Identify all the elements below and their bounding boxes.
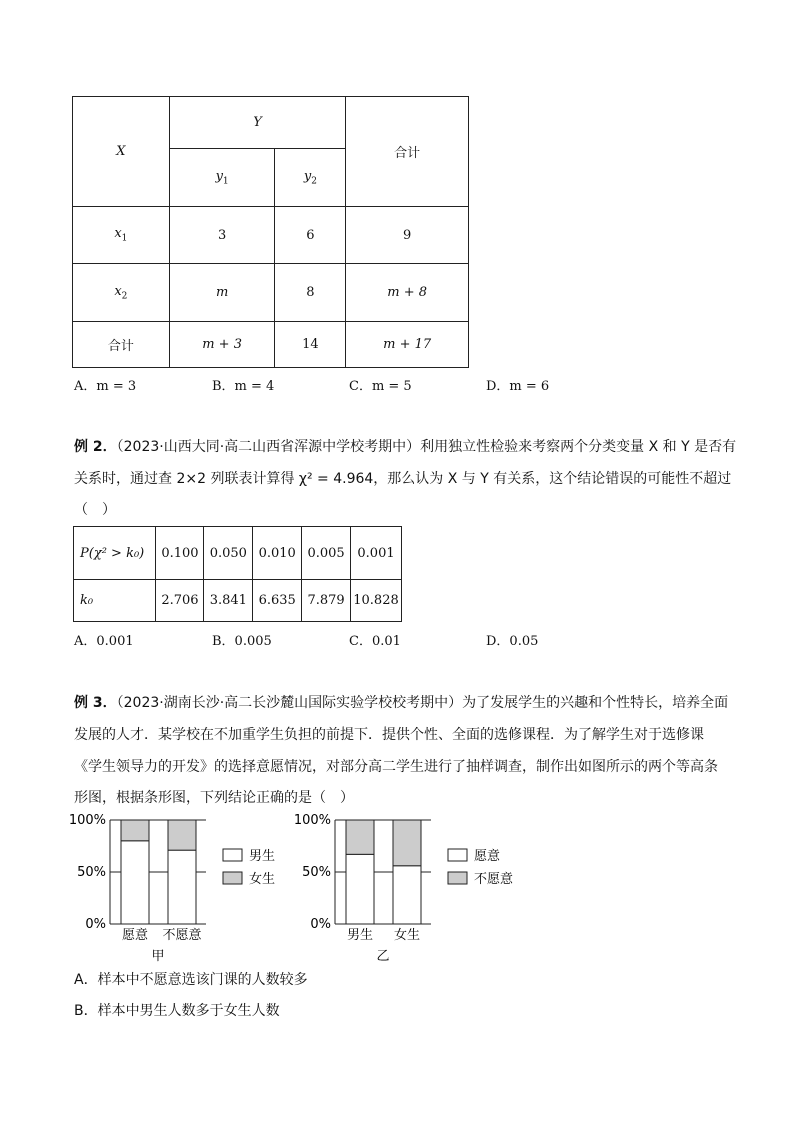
q3-line2: 发展的人才．某学校在不加重学生负担的前提下．提供个性、全面的选修课程．为了解学生对于选修课	[74, 727, 704, 743]
table-row	[73, 264, 469, 322]
cell: 9	[346, 207, 469, 264]
option-a[interactable]: A．m = 3	[74, 379, 137, 394]
cell: 10.828	[351, 580, 402, 622]
table-row	[73, 322, 469, 368]
legend-label: 男生	[249, 849, 276, 864]
legend-label: 愿意	[474, 849, 501, 864]
bar-segment-lower	[346, 854, 374, 924]
table-row	[74, 527, 402, 580]
table-row	[73, 207, 469, 264]
x-tick-label: 男生	[346, 928, 374, 943]
option-b[interactable]: B．m = 4	[212, 379, 275, 394]
q2-option-c[interactable]: C．0.01	[349, 634, 401, 649]
legend-swatch	[448, 849, 467, 861]
y-tick-label: 0%	[310, 917, 331, 932]
q3-line4: 形图，根据条形图，下列结论正确的是（ ）	[74, 790, 354, 806]
contingency-table	[72, 96, 469, 368]
cell: 3	[169, 207, 275, 264]
q2-option-d[interactable]: D．0.05	[486, 634, 539, 649]
q3-option-b[interactable]: B．样本中男生人数多于女生人数	[74, 1003, 280, 1019]
q3-line1: 例 3．（2023·湖南长沙·高二长沙麓山国际实验学校校考期中）为了发展学生的兴趣和个性特长，培养全面	[74, 695, 729, 711]
cell: 14	[275, 322, 346, 368]
cell: 0.050	[204, 527, 253, 580]
q2-option-a[interactable]: A．0.001	[74, 634, 134, 649]
cell: 0.005	[302, 527, 351, 580]
legend-swatch	[223, 849, 242, 861]
bar-segment-lower	[393, 866, 421, 924]
q2-label: 例 2．	[74, 439, 117, 455]
cell: m + 8	[346, 264, 469, 322]
y-tick-label: 50%	[77, 865, 106, 880]
header-x: X	[73, 97, 170, 207]
legend-swatch	[448, 872, 467, 884]
option-d[interactable]: D．m = 6	[486, 379, 550, 394]
row-label: 合计	[73, 322, 170, 368]
q2-option-b[interactable]: B．0.005	[212, 634, 272, 649]
cell: 0.010	[253, 527, 302, 580]
cell: 6.635	[253, 580, 302, 622]
critical-value-table	[73, 526, 402, 622]
cell: 3.841	[204, 580, 253, 622]
q3-line3: 《学生领导力的开发》的选择意愿情况，对部分高二学生进行了抽样调查，制作出如图所示的两个等高条	[74, 759, 718, 775]
row-label: $x_1$	[73, 207, 170, 264]
bar-segment-lower	[121, 841, 149, 924]
cell: m + 3	[169, 322, 275, 368]
y-tick-label: 100%	[68, 813, 106, 828]
y-tick-label: 100%	[293, 813, 331, 828]
chart-title: 乙	[376, 949, 390, 962]
row-label-k: k₀	[74, 580, 156, 622]
legend-label: 女生	[249, 872, 276, 887]
q2-line2: 关系时，通过查 2×2 列联表计算得 χ² = 4.964，那么认为 X 与 Y 有关系，这个结论错误的可能性不超过	[74, 471, 732, 487]
q3-label: 例 3．	[74, 695, 117, 711]
bar-segment-upper	[121, 820, 149, 841]
q2-line1: 例 2．（2023·山西大同·高二山西省浑源中学校考期中）利用独立性检验来考察两个分类变量 X 和 Y 是否有	[74, 439, 737, 455]
header-y1: $y_1$	[169, 149, 275, 207]
q3-option-a[interactable]: A．样本中不愿意选该门课的人数较多	[74, 972, 308, 988]
cell: 0.100	[156, 527, 204, 580]
y-tick-label: 0%	[85, 917, 106, 932]
header-y2: $y_2$	[275, 149, 346, 207]
x-tick-label: 不愿意	[162, 928, 202, 943]
cell: 7.879	[302, 580, 351, 622]
table-row	[74, 580, 402, 622]
y-tick-label: 50%	[302, 865, 331, 880]
bar-segment-upper	[346, 820, 374, 854]
legend-swatch	[223, 872, 242, 884]
cell: 2.706	[156, 580, 204, 622]
cell: 6	[275, 207, 346, 264]
header-y: Y	[169, 97, 346, 149]
option-c[interactable]: C．m = 5	[349, 379, 412, 394]
x-tick-label: 愿意	[121, 928, 149, 943]
bar-segment-lower	[168, 850, 196, 924]
chart-yi	[285, 812, 585, 962]
chart-title: 甲	[151, 949, 165, 962]
x-tick-label: 女生	[393, 928, 421, 943]
cell: m	[169, 264, 275, 322]
header-total: 合计	[346, 97, 469, 207]
legend-label: 不愿意	[474, 872, 514, 887]
cell: m + 17	[346, 322, 469, 368]
bar-segment-upper	[393, 820, 421, 866]
row-label: $x_2$	[73, 264, 170, 322]
cell: 0.001	[351, 527, 402, 580]
q2-line3: （ ）	[74, 502, 116, 518]
row-label-p: P(χ² > k₀)	[74, 527, 156, 580]
bar-segment-upper	[168, 820, 196, 850]
cell: 8	[275, 264, 346, 322]
